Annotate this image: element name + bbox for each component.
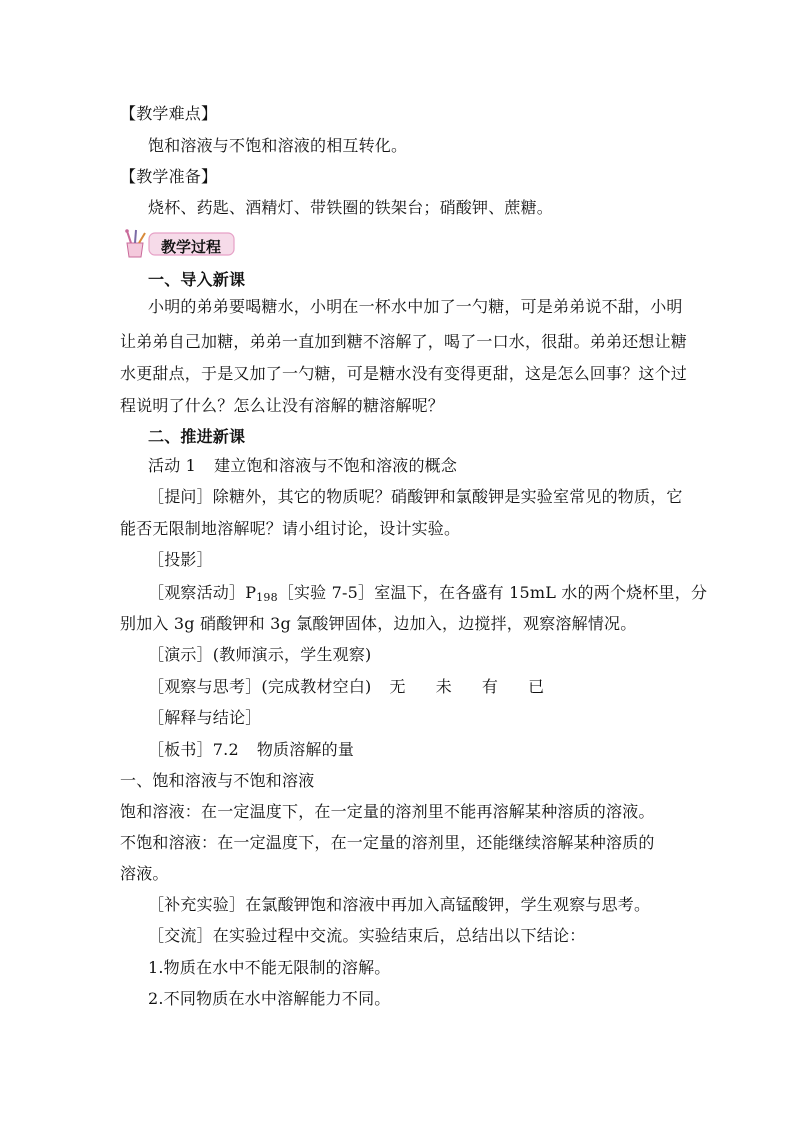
demo-line: ［演示］(教师演示，学生观察) <box>148 645 372 664</box>
think-line <box>148 677 544 697</box>
intro-line-1: 小明的弟弟要喝糖水，小明在一杯水中加了一勺糖，可是弟弟说不甜，小明 <box>148 297 683 316</box>
question-line-1: ［提问］除糖外，其它的物质呢？硝酸钾和氯酸钾是实验室常见的物质，它 <box>148 487 683 506</box>
think-answer-3: 有 <box>481 677 499 696</box>
observe-page: 198 <box>256 591 278 604</box>
activity-line <box>148 456 457 476</box>
intro-line-4: 程说明了什么？怎么让没有溶解的糖溶解呢？ <box>120 396 445 415</box>
question-line-2: 能否无限制地溶解呢？请小组讨论，设计实验。 <box>120 519 461 538</box>
prep-heading: 【教学准备】 <box>120 167 218 186</box>
difficulty-content: 饱和溶液与不饱和溶液的相互转化。 <box>148 136 408 155</box>
board-line <box>148 740 354 760</box>
unsaturated-definition-2: 溶液。 <box>120 864 169 883</box>
conclusion-1: 1.物质在水中不能无限制的溶解。 <box>148 958 391 977</box>
observe-line-1 <box>148 583 707 605</box>
new-lesson-heading: 二、推进新课 <box>148 427 246 446</box>
concept-heading: 一、饱和溶液与不饱和溶液 <box>120 771 315 790</box>
observe-line-2: 别加入 3g 硝酸钾和 3g 氯酸钾固体，边加入，边搅拌，观察溶解情况。 <box>120 614 637 633</box>
board-title: 物质溶解的量 <box>256 740 355 759</box>
activity-label: 活动 1 <box>148 456 197 475</box>
teaching-process-title: 教学过程 <box>161 238 222 256</box>
think-answer-1: 无 <box>389 677 406 696</box>
exchange-line: ［交流］在实验过程中交流。实验结束后，总结出以下结论： <box>148 926 586 945</box>
intro-line-3: 水更甜点，于是又加了一勺糖，可是糖水没有变得更甜，这是怎么回事？这个过 <box>120 364 688 383</box>
board-label: ［板书］7.2 <box>148 740 239 759</box>
observe-rest: ［实验 7-5］室温下，在各盛有 15mL 水的两个烧杯里，分 <box>277 583 708 602</box>
conclusion-2: 2.不同物质在水中溶解能力不同。 <box>148 989 391 1008</box>
intro-line-2: 让弟弟自己加糖，弟弟一直加到糖不溶解了，喝了一口水，很甜。弟弟还想让糖 <box>120 332 688 351</box>
think-answer-4: 已 <box>528 677 545 696</box>
saturated-definition: 饱和溶液：在一定温度下，在一定量的溶剂里不能再溶解某种溶质的溶液。 <box>120 802 655 821</box>
activity-title: 建立饱和溶液与不饱和溶液的概念 <box>214 456 458 475</box>
supplement-experiment: ［补充实验］在氯酸钾饱和溶液中再加入高锰酸钾，学生观察与思考。 <box>148 895 651 914</box>
intro-heading: 一、导入新课 <box>148 270 246 289</box>
difficulty-heading: 【教学难点】 <box>120 104 218 123</box>
projection-label: ［投影］ <box>148 550 213 569</box>
prep-content: 烧杯、药匙、酒精灯、带铁圈的铁架台；硝酸钾、蔗糖。 <box>148 198 554 217</box>
unsaturated-definition-1: 不饱和溶液：在一定温度下，在一定量的溶剂里，还能继续溶解某种溶质的 <box>120 833 655 852</box>
think-prefix: ［观察与思考］(完成教材空白) <box>148 677 372 696</box>
observe-prefix: ［观察活动］P <box>148 583 257 602</box>
think-answer-2: 未 <box>435 677 452 696</box>
explain-label: ［解释与结论］ <box>148 708 262 727</box>
pen-holder-icon <box>125 229 145 257</box>
